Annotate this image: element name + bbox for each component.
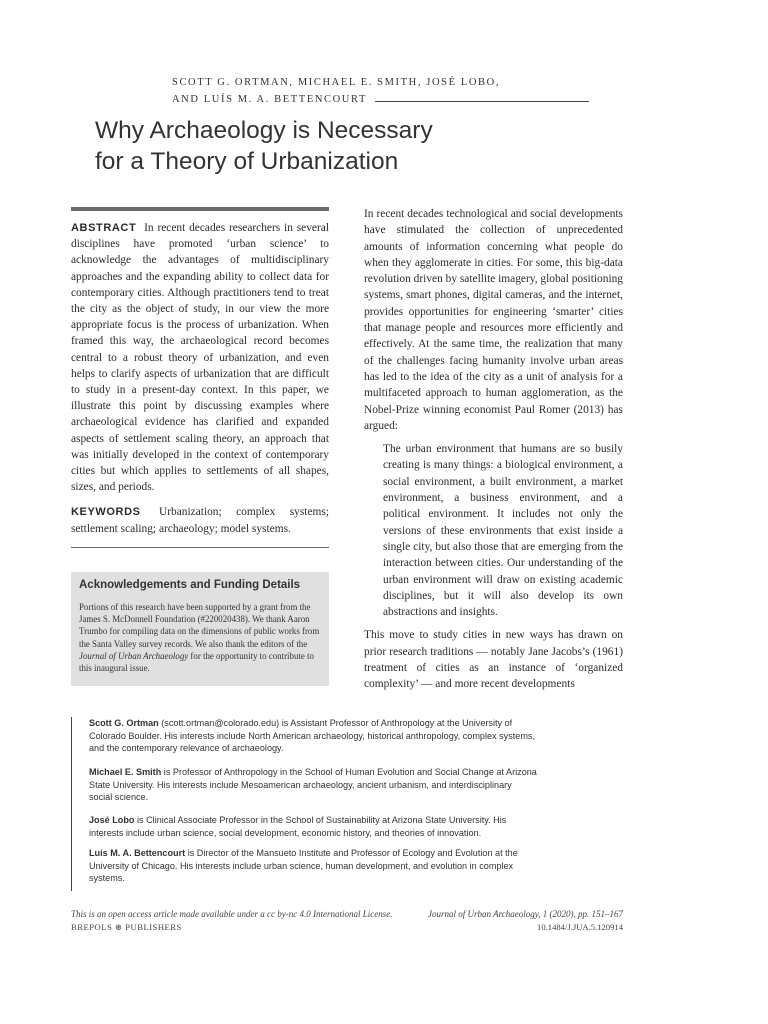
bio-name: Michael E. Smith bbox=[89, 767, 162, 777]
author-list bbox=[172, 74, 592, 108]
abstract-text: In recent decades researchers in several disciplines have promoted ‘urban science’ to acknowledge the advantages of multidisciplinary approaches and the expanding ability to collect data for contemporary cities. Although practitioners tend to treat the city as the object of study, in our view the more appropriate focus is the process of urbanization. When framed this way, the archaeological record becomes central to a robust theory of urbanization, and even helps to clarify aspects of urbanization that are difficult to study in a present-day context. In this paper, we illustrate this point by discussing examples where archaeological evidence has clarified and expanded aspects of settlement scaling theory, an approach that was initially developed in the context of contemporary cities but which applies to settlements of all shapes, sizes, and periods. bbox=[71, 222, 329, 494]
bio-text: (scott.ortman@colorado.edu) is Assistant Professor of Anthropology at the University of Colorado Boulder. His interests include North American archaeology, historical anthropology, complex systems, and the contemporary relevance of archaeology. bbox=[89, 718, 535, 754]
author-bios bbox=[71, 717, 537, 891]
title-line-1: Why Archaeology is Necessary bbox=[95, 117, 433, 144]
body-column bbox=[364, 206, 623, 693]
keywords-text: Urbanization; complex systems; settlement scaling; archaeology; model systems. bbox=[71, 506, 329, 535]
bio-text: is Professor of Anthropology in the School of Human Evolution and Social Change at Arizona State University. His interests include Mesoamerican archaeology, ancient urbanism, and interdisciplinary social science. bbox=[89, 767, 537, 803]
keywords-label: KEYWORDS bbox=[71, 506, 141, 519]
abstract-column bbox=[71, 207, 329, 548]
bio-lobo bbox=[89, 814, 537, 839]
bio-bettencourt bbox=[89, 847, 537, 885]
bio-text: is Clinical Associate Professor in the School of Sustainability at Arizona State University. His interests include urban science, social development, economic history, and theories of innovation. bbox=[89, 815, 507, 838]
acknowledgements-text bbox=[79, 601, 323, 674]
footer-publisher-line bbox=[71, 921, 623, 933]
article-title bbox=[95, 115, 555, 177]
bio-ortman bbox=[89, 717, 537, 755]
title-line-2: for a Theory of Urbanization bbox=[95, 148, 399, 175]
doi-text: 10.1484/J.JUA.5.120914 bbox=[537, 922, 623, 932]
author-line-2: AND LUÍS M. A. BETTENCOURT bbox=[172, 94, 367, 105]
bio-smith bbox=[89, 766, 537, 804]
block-quote: The urban environment that humans are so busily creating is many things: a biological environment, a social environment, a built environment, a market environment, a business environment, and a political environment. It includes not only the versions of these environments that exist inside a single city, but also those that are emerging from the interaction between cities. Our understanding of the urban environment will draw on existing academic disciplines, but it will also develop its own abstractions and insights. bbox=[383, 443, 623, 619]
journal-citation: Journal of Urban Archaeology, 1 (2020), pp. 151–167 bbox=[428, 909, 623, 919]
ack-text-after: for the opportunity to contribute to this inaugural issue. bbox=[79, 650, 314, 674]
acknowledgements-heading: Acknowledgements and Funding Details bbox=[79, 579, 301, 591]
abstract-label: ABSTRACT bbox=[71, 222, 137, 234]
abstract bbox=[71, 220, 329, 495]
bio-name: José Lobo bbox=[89, 815, 135, 825]
body-paragraph-2: This move to study cities in new ways has drawn on prior research traditions — notably Jane Jacobs’s (1961) treatment of cities as an instance of ‘organized complexity’ — and more recent developments bbox=[364, 629, 623, 691]
footer-license-line bbox=[71, 908, 623, 920]
acknowledgements-box bbox=[71, 572, 329, 686]
publisher-logo-text: BREPOLS ⊛ PUBLISHERS bbox=[71, 922, 182, 932]
keywords bbox=[71, 504, 329, 536]
author-line-1: SCOTT G. ORTMAN, MICHAEL E. SMITH, JOSÉ LOBO, bbox=[172, 77, 501, 88]
license-text: This is an open access article made available under a cc by-nc 4.0 International License. bbox=[71, 909, 393, 919]
bio-text: is Director of the Mansueto Institute and Professor of Ecology and Evolution at the University of Chicago. His interests include urban science, human development, and evolution in complex systems. bbox=[89, 848, 518, 884]
abstract-top-rule bbox=[71, 207, 329, 211]
keywords-rule bbox=[71, 547, 329, 548]
ack-text-before: Portions of this research have been supported by a grant from the James S. McDonnell Foundation (#220020438). We thank Aaron Trumbo for compiling data on the dimensions of public works from the Santa Valley survey records. We also thank the editors of the bbox=[79, 602, 320, 649]
bio-name: Scott G. Ortman bbox=[89, 718, 159, 728]
bio-name: Luís M. A. Bettencourt bbox=[89, 848, 186, 858]
body-paragraph-1: In recent decades technological and social developments have stimulated the collection of unprecedented amounts of information concerning what people do when they agglomerate in cities. For some, this big-data revolution driven by satellite imagery, global positioning systems, smart phones, digital cameras, and the internet, provides opportunities for engineering ‘smarter’ cities that manage people and resources more efficiently and effectively. At the same time, the realization that many of the challenges facing humanity involve urban areas has led to the idea of the city as a unit of analysis for a multifaceted approach to human agglomeration, as the Nobel-Prize winning economist Paul Romer (2013) has argued: bbox=[364, 208, 623, 432]
ack-journal-name: Journal of Urban Archaeology bbox=[79, 650, 189, 661]
author-rule bbox=[375, 101, 589, 102]
